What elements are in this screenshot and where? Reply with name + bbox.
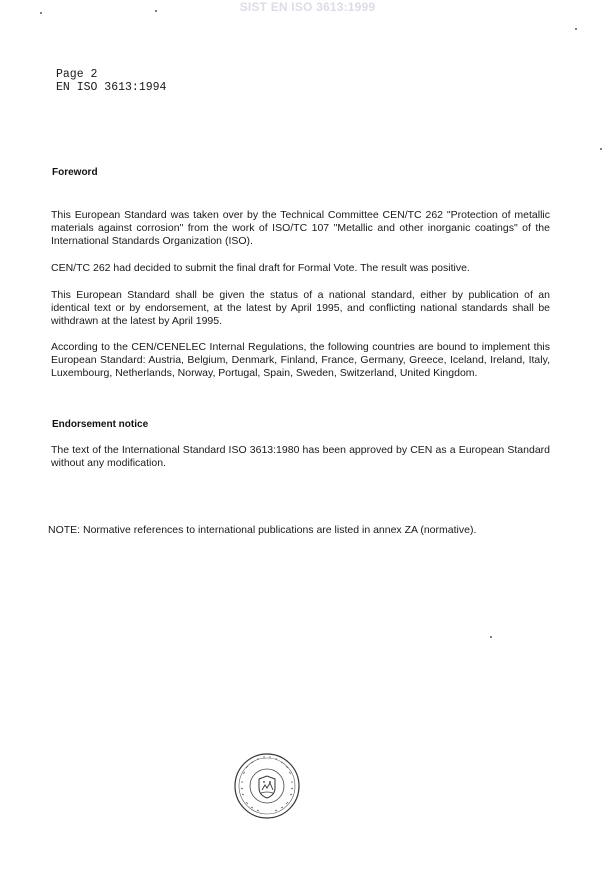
endorsement-heading: Endorsement notice: [52, 419, 149, 430]
page-number: Page 2: [56, 68, 98, 81]
standard-reference: EN ISO 3613:1994: [56, 81, 167, 94]
scan-speck: [600, 148, 602, 150]
page-header: [56, 68, 166, 94]
scan-speck: [155, 10, 157, 12]
endorsement-text: The text of the International Standard ISO 3613:1980 has been approved by CEN as a European Standard without any modification.: [51, 444, 550, 469]
foreword-paragraph-3: This European Standard shall be given the status of a national standard, either by publication of an identical text or by endorsement, at the latest by April 1995, and conflicting national standards shall be withdrawn at the latest by April 1995.: [51, 289, 550, 327]
normative-note: NOTE: Normative references to international publications are listed in annex ZA (normative).: [48, 524, 477, 536]
foreword-paragraph-2: CEN/TC 262 had decided to submit the final draft for Formal Vote. The result was positive.: [51, 262, 470, 274]
seal-stamp-icon: [233, 752, 301, 820]
watermark: SIST EN ISO 3613:1999: [239, 0, 376, 14]
scan-speck: [490, 636, 492, 638]
scan-speck: [575, 28, 577, 30]
foreword-paragraph-1: This European Standard was taken over by the Technical Committee CEN/TC 262 "Protection of metallic materials against corrosion" from the work of ISO/TC 107 "Metallic and other inorganic coatings" of the International Standards Organization (ISO).: [51, 209, 550, 247]
scan-speck: [40, 12, 42, 14]
foreword-heading: Foreword: [52, 167, 98, 178]
foreword-paragraph-4: According to the CEN/CENELEC Internal Regulations, the following countries are bound to implement this European Standard: Austria, Belgium, Denmark, Finland, France, Germany, Greece, Iceland, Ireland, Italy, Luxembourg, Netherlands, Norway, Portugal, Spain, Sweden, Switzerland, United Kingdom.: [51, 341, 550, 379]
